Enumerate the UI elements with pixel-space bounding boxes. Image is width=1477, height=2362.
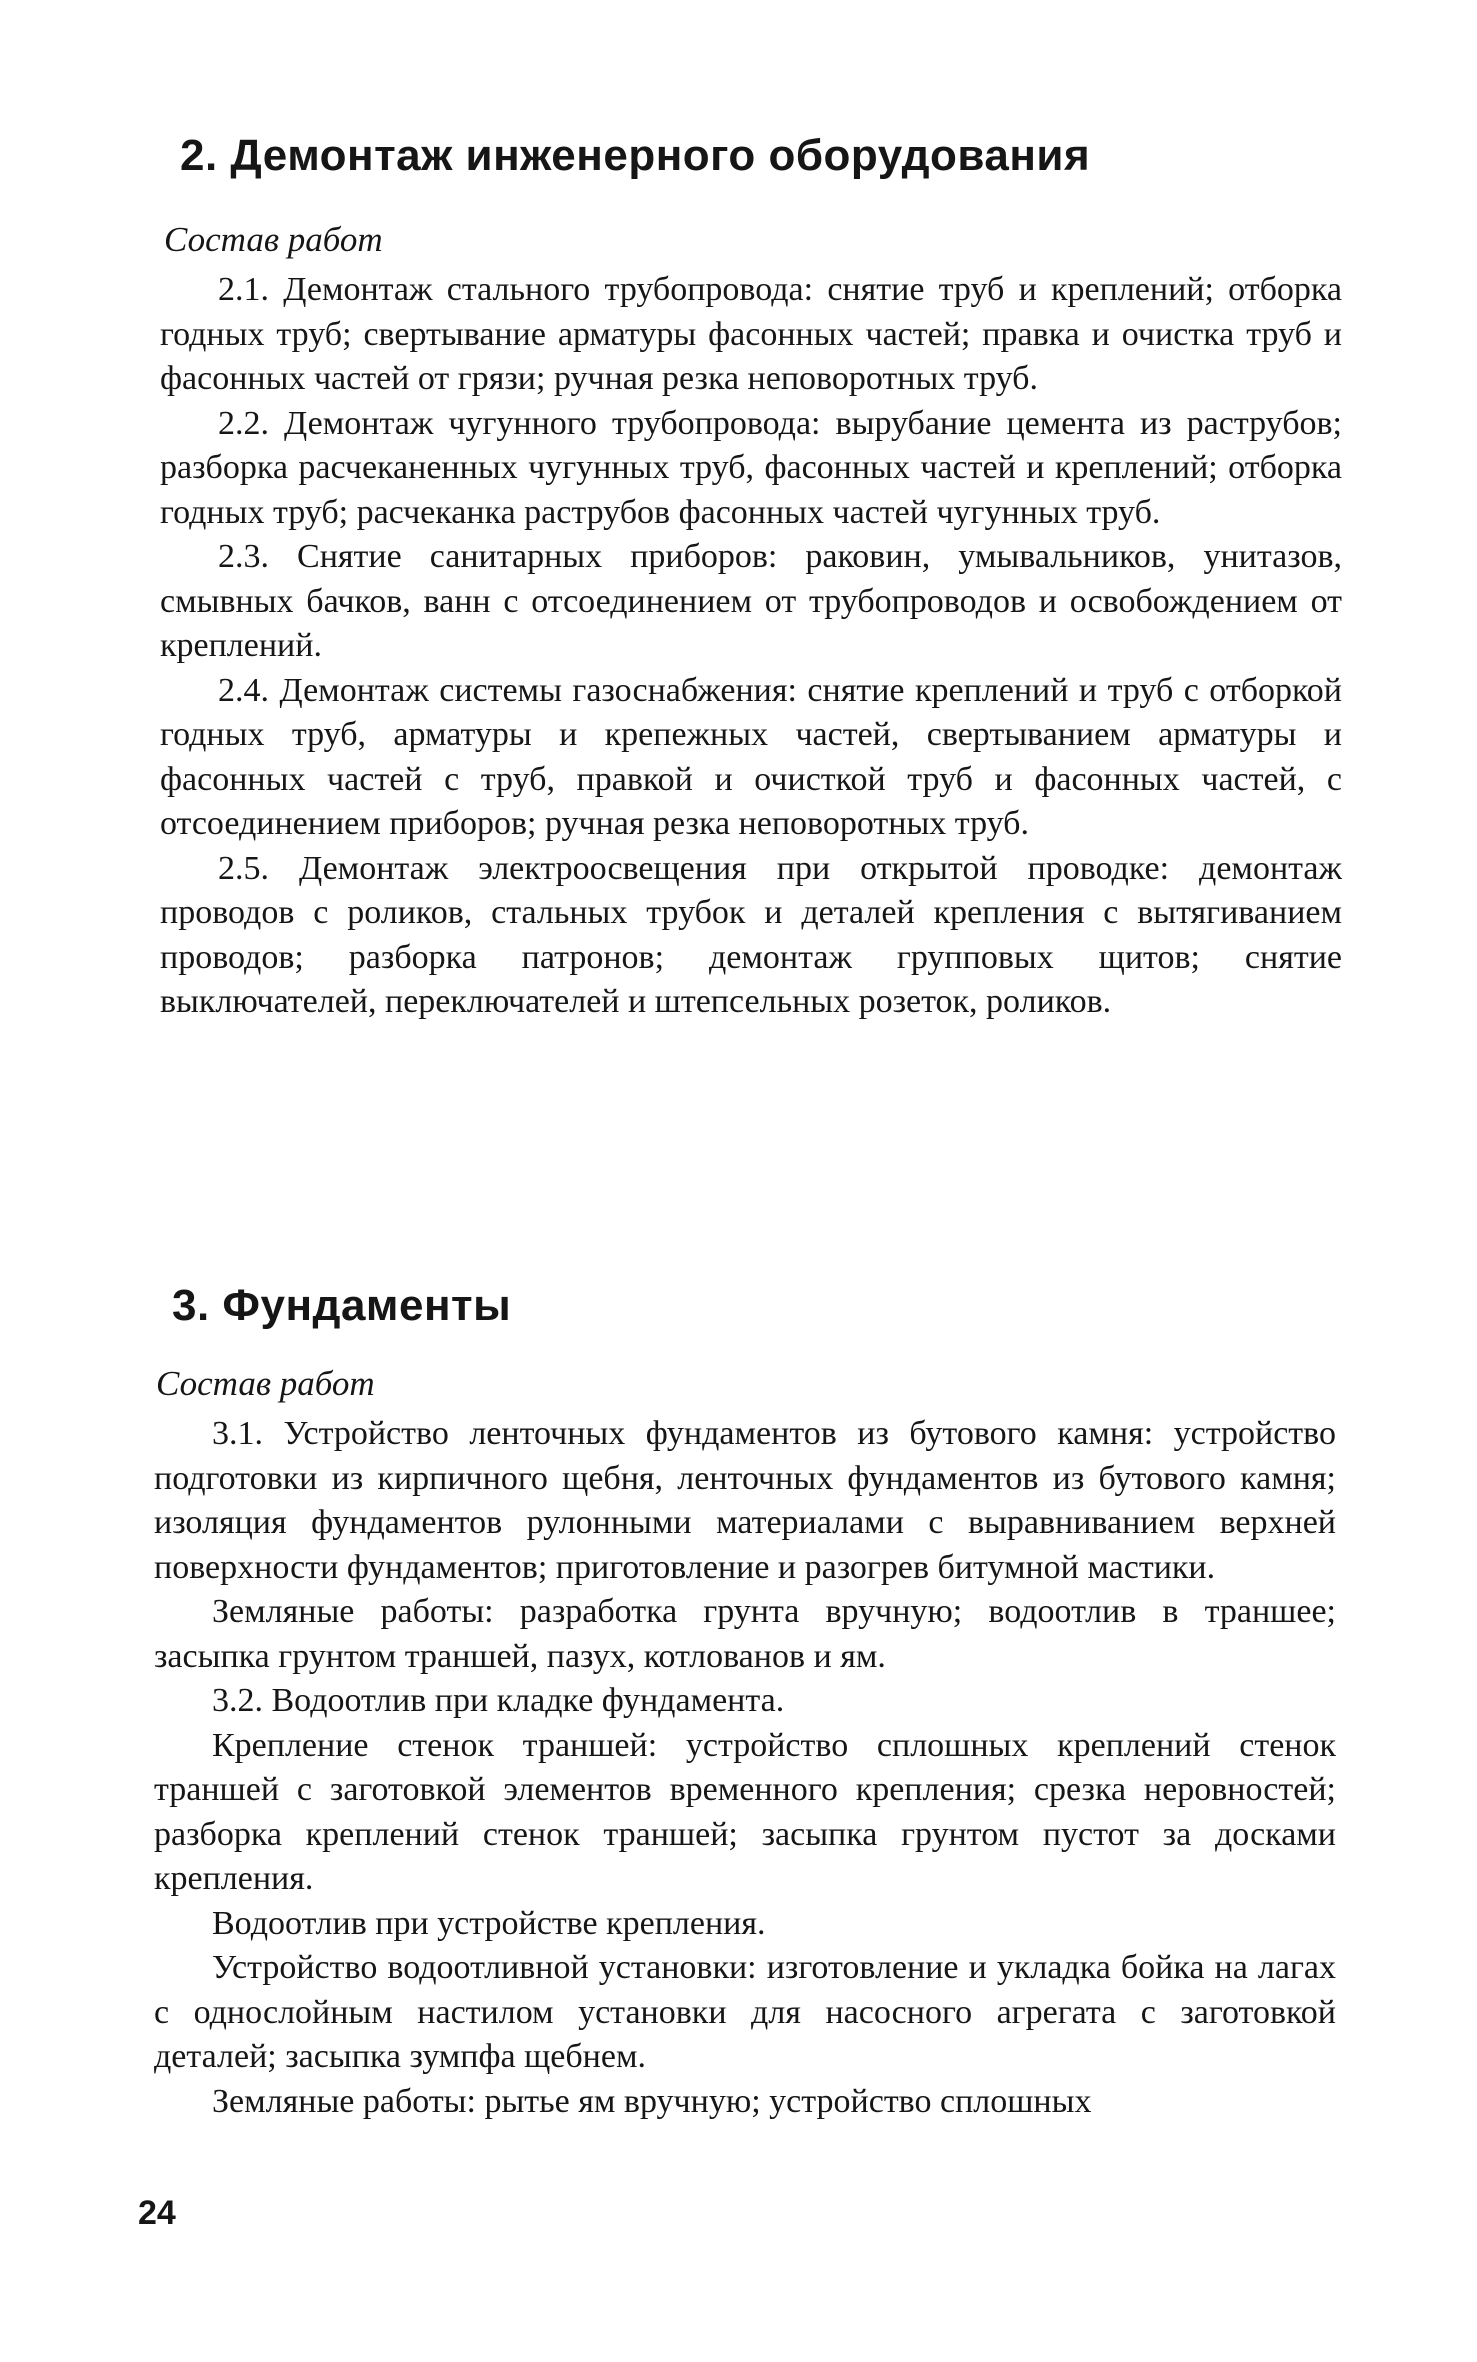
paragraph-3-earthworks-pits: Земляные работы: рытье ям вручную; устройство сплошных bbox=[212, 2082, 1092, 2120]
page-number: 24 bbox=[138, 2194, 176, 2232]
document-page bbox=[152, 0, 1342, 2362]
paragraph-3-2: 3.2. Водоотлив при кладке фундамента. bbox=[212, 1682, 785, 1719]
paragraph-2-2: 2.2. Демонтаж чугунного трубопровода: вырубание цемента из раструбов; разборка расчеканенных чугунных труб, фасонных частей и креплений; отборка годных труб; расчеканка раструбов фасонных частей чугунных труб. bbox=[160, 404, 1342, 531]
section-3-body bbox=[154, 1412, 1336, 2124]
paragraph-2-5: 2.5. Демонтаж электроосвещения при открытой проводке: демонтаж проводов с роликов, стальных трубок и деталей крепления с вытягиванием проводов; разборка патронов; демонтаж групповых щитов; снятие выключателей, переключателей и штепсельных розеток, роликов. bbox=[160, 849, 1342, 1020]
section-3-title: 3. Фундаменты bbox=[172, 1281, 512, 1330]
section-3-subtitle: Состав работ bbox=[156, 1364, 375, 1403]
paragraph-3-1: 3.1. Устройство ленточных фундаментов из бутового камня: устройство подготовки из кирпичного щебня, ленточных фундаментов из бутового камня; изоляция фундаментов рулонными материалами с выравниванием верхней поверхности фундаментов; приготовление и разогрев битумной мастики. bbox=[154, 1415, 1336, 1586]
paragraph-3-trench-support: Крепление стенок траншей: устройство сплошных креплений стенок траншей с заготовкой элементов временного крепления; срезка неровностей; разборка креплений стенок траншей; засыпка грунтом пустот за досками крепления. bbox=[154, 1726, 1336, 1897]
paragraph-2-1: 2.1. Демонтаж стального трубопровода: снятие труб и креплений; отборка годных труб; свертывание арматуры фасонных частей; правка и очистка труб и фасонных частей от грязи; ручная резка неповоротных труб. bbox=[160, 271, 1342, 397]
section-2-title: 2. Демонтаж инженерного оборудования bbox=[180, 131, 1091, 180]
section-2-body bbox=[160, 268, 1342, 1025]
paragraph-3-earthworks: Земляные работы: разработка грунта вручную; водоотлив в траншее; засыпка грунтом траншей, пазух, котлованов и ям. bbox=[154, 1593, 1336, 1675]
paragraph-2-3: 2.3. Снятие санитарных приборов: раковин, умывальников, унитазов, смывных бачков, ванн с отсоединением от трубопроводов и освобождением от креплений. bbox=[160, 538, 1342, 664]
paragraph-3-drainage: Водоотлив при устройстве крепления. bbox=[212, 1904, 766, 1942]
section-2-subtitle: Состав работ bbox=[164, 220, 383, 259]
paragraph-2-4: 2.4. Демонтаж системы газоснабжения: снятие креплений и труб с отборкой годных труб, арматуры и крепежных частей, свертыванием арматуры и фасонных частей с труб, правкой и очисткой труб и фасонных частей, с отсоединением приборов; ручная резка неповоротных труб. bbox=[160, 671, 1342, 842]
paragraph-3-drainage-unit: Устройство водоотливной установки: изготовление и укладка бойка на лагах с однослойным настилом установки для насосного агрегата с заготовкой деталей; засыпка зумпфа щебнем. bbox=[154, 1949, 1336, 2075]
